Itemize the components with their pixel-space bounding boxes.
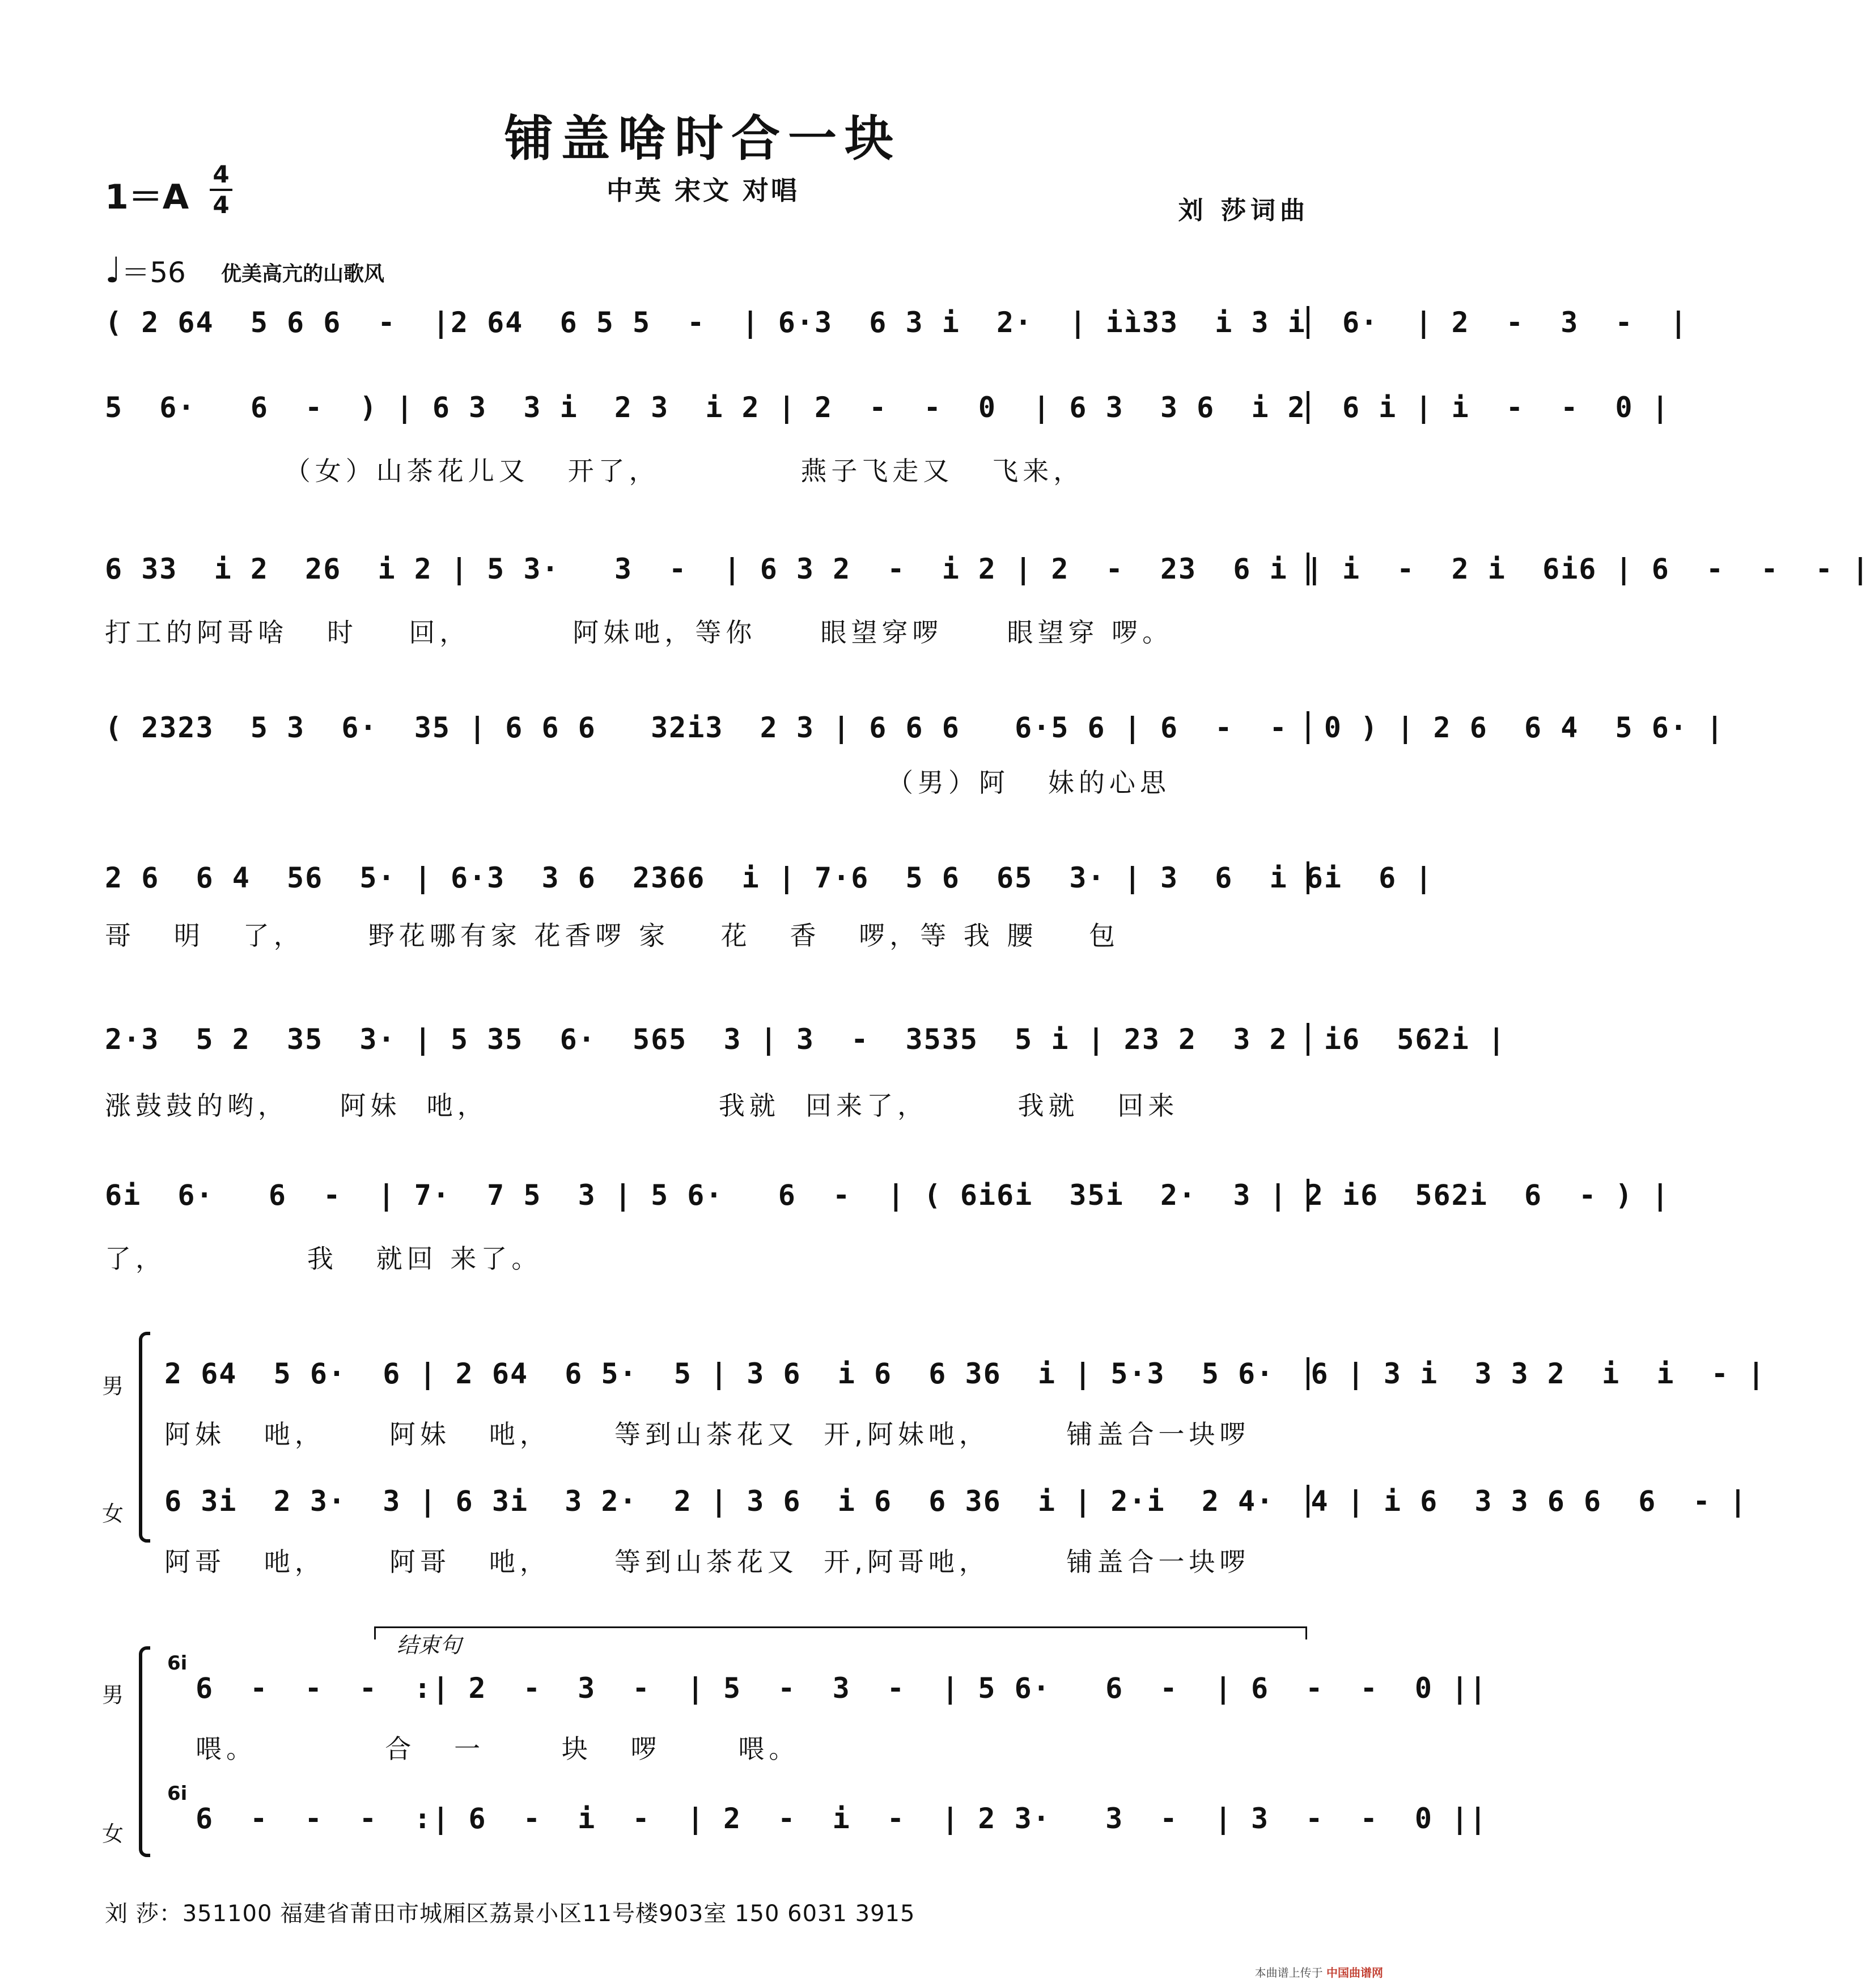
notation-row-8-male: 2 64 5 6· 6 | 2 64 6 5· 5 | 3 6 i 6 6 36 i | 5·3 5 6· 6 | 3 i 3 3 2 i i - | — [164, 1357, 1766, 1390]
quarter-note-icon: ♩ — [105, 249, 122, 291]
time-top: 4 — [213, 160, 230, 188]
watermark — [1255, 1964, 1383, 1980]
notation-row-1: ( 2 64 5 6 6 - |2 64 6 5 5 - | 6·3 6 3 i 2· | iì33 i 3 i 6· | 2 - 3 - | — [105, 306, 1688, 339]
watermark-text: 本曲谱上传于 — [1254, 1966, 1323, 1979]
male-part-label-2: 男 — [102, 1683, 124, 1707]
notation-row-7: 6i 6· 6 - | 7· 7 5 3 | 5 6· 6 - | ( 6i6i 35i 2· 3 | 2 i6 562i 6 - ) | — [105, 1179, 1670, 1212]
tempo-value: ＝56 — [121, 256, 186, 289]
lyric-row-8-female: 阿哥 吔， 阿哥 吔， 等到山茶花又 开,阿哥吔， 铺盖合一块啰 — [164, 1547, 1250, 1577]
composer-credit: 刘 莎词曲 — [1178, 196, 1309, 225]
notation-row-9-female: 6 - - - :| 6 - i - | 2 - i - | 2 3· 3 - | 3 - - 0 || — [196, 1802, 1488, 1835]
lyric-row-7: 了， 我 就回 来了。 — [105, 1243, 542, 1274]
lyric-row-5: 哥 明 了， 野花哪有家 花香啰 家 花 香 啰，等 我 腰 包 — [105, 920, 1120, 951]
ending-bracket — [374, 1626, 1307, 1639]
lyric-row-8-male: 阿妹 吔， 阿妹 吔， 等到山茶花又 开,阿妹吔， 铺盖合一块啰 — [164, 1419, 1250, 1450]
duet-brace-2 — [139, 1646, 150, 1857]
song-title: 铺盖啥时合一块 — [504, 110, 901, 167]
lyric-row-2: （女）山茶花儿又 开了， 燕子飞走又 飞来， — [105, 456, 1084, 486]
notation-row-9-male: 6 - - - :| 2 - 3 - | 5 - 3 - | 5 6· 6 - | 6 - - 0 || — [196, 1672, 1488, 1705]
lyric-row-6: 涨鼓鼓的哟， 阿妹 吔， 我就 回来了， 我就 回来 — [105, 1090, 1179, 1121]
watermark-brand: 中国曲谱网 — [1326, 1966, 1383, 1979]
female-part-label: 女 — [102, 1501, 124, 1526]
grace-note-female: 6i — [167, 1782, 188, 1805]
ending-label: 结束句 — [397, 1633, 462, 1658]
notation-row-2: 5 6· 6 - ) | 6 3 3 i 2 3 i 2 | 2 - - 0 | 6 3 3 6 i 2 6 i | i - - 0 | — [105, 391, 1670, 424]
lyric-row-3: 打工的阿哥啥 时 回， 阿妹吔，等你 眼望穿啰 眼望穿 啰。 — [105, 617, 1173, 648]
lyric-row-4: （男）阿 妹的心思 — [105, 767, 1171, 798]
duet-brace — [139, 1332, 150, 1543]
time-signature — [210, 162, 232, 218]
male-part-label: 男 — [102, 1374, 124, 1399]
tempo-marking — [105, 249, 186, 291]
grace-note-male: 6i — [167, 1652, 188, 1675]
notation-row-8-female: 6 3i 2 3· 3 | 6 3i 3 2· 2 | 3 6 i 6 6 36 i | 2·i 2 4· 4 | i 6 3 3 6 6 6 - | — [164, 1485, 1748, 1518]
notation-row-5: 2 6 6 4 56 5· | 6·3 3 6 2366 i | 7·6 5 6 65 3· | 3 6 i 6i 6 | — [105, 861, 1434, 894]
performers: 中英 宋文 对唱 — [606, 175, 800, 206]
contact-info: 刘 莎：351100 福建省莆田市城厢区荔景小区11号楼903室 150 6031 3915 — [105, 1901, 915, 1927]
notation-row-4: ( 2323 5 3 6· 35 | 6 6 6 32i3 2 3 | 6 6 6 6·5 6 | 6 - - 0 ) | 2 6 6 4 5 6· | — [105, 711, 1725, 744]
female-part-label-2: 女 — [102, 1821, 124, 1846]
notation-row-6: 2·3 5 2 35 3· | 5 35 6· 565 3 | 3 - 3535 5 i | 23 2 3 2 i6 562i | — [105, 1023, 1506, 1056]
key-signature: 1＝A — [105, 177, 189, 217]
style-marking: 优美高亢的山歌风 — [221, 262, 385, 286]
time-bottom: 4 — [213, 191, 230, 219]
lyric-row-9-male: 喂。 合 一 块 啰 喂。 — [196, 1734, 800, 1764]
notation-row-3: 6 33 i 2 26 i 2 | 5 3· 3 - | 6 3 2 - i 2 | 2 - 23 6 i | i - 2 i 6i6 | 6 - - - | — [105, 553, 1870, 585]
